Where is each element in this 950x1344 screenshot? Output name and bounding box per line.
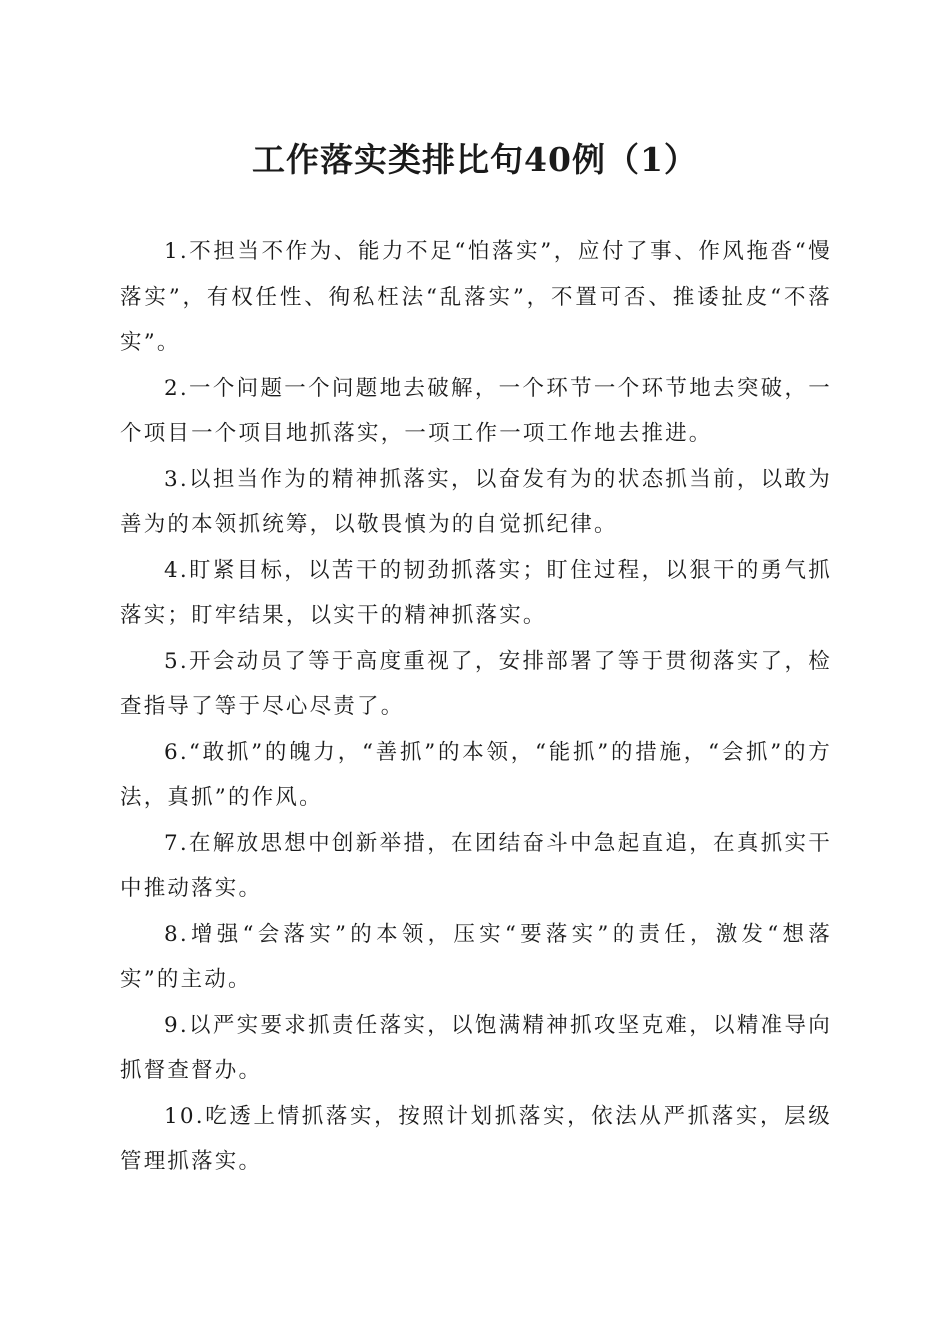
paragraph-2: 2.一个问题一个问题地去破解，一个环节一个环节地去突破，一个项目一个项目地抓落实，一项工作一项工作地去推进。	[120, 375, 832, 446]
paragraph-5: 5.开会动员了等于高度重视了，安排部署了等于贯彻落实了，检查指导了等于尽心尽责了。	[120, 648, 832, 719]
paragraph-8: 8.增强“会落实”的本领，压实“要落实”的责任，激发“想落实”的主动。	[120, 921, 832, 992]
paragraph-3: 3.以担当作为的精神抓落实，以奋发有为的状态抓当前，以敢为善为的本领抓统筹，以敬畏慎为的自觉抓纪律。	[120, 466, 832, 537]
paragraph-4: 4.盯紧目标，以苦干的韧劲抓落实；盯住过程，以狠干的勇气抓落实；盯牢结果，以实干的精神抓落实。	[120, 557, 832, 628]
paragraph-9: 9.以严实要求抓责任落实，以饱满精神抓攻坚克难，以精准导向抓督查督办。	[120, 1012, 832, 1083]
paragraph-7: 7.在解放思想中创新举措，在团结奋斗中急起直追，在真抓实干中推动落实。	[120, 830, 832, 901]
document-body	[120, 229, 832, 1185]
document-title: 工作落实类排比句40例（1）	[252, 140, 698, 179]
paragraph-6: 6.“敢抓”的魄力，“善抓”的本领，“能抓”的措施，“会抓”的方法，真抓”的作风。	[120, 739, 832, 810]
paragraph-10: 10.吃透上情抓落实，按照计划抓落实，依法从严抓落实，层级管理抓落实。	[120, 1103, 832, 1174]
paragraph-1: 1.不担当不作为、能力不足“怕落实”，应付了事、作风拖沓“慢落实”，有权任性、徇私枉法“乱落实”，不置可否、推诿扯皮“不落实”。	[120, 239, 832, 355]
